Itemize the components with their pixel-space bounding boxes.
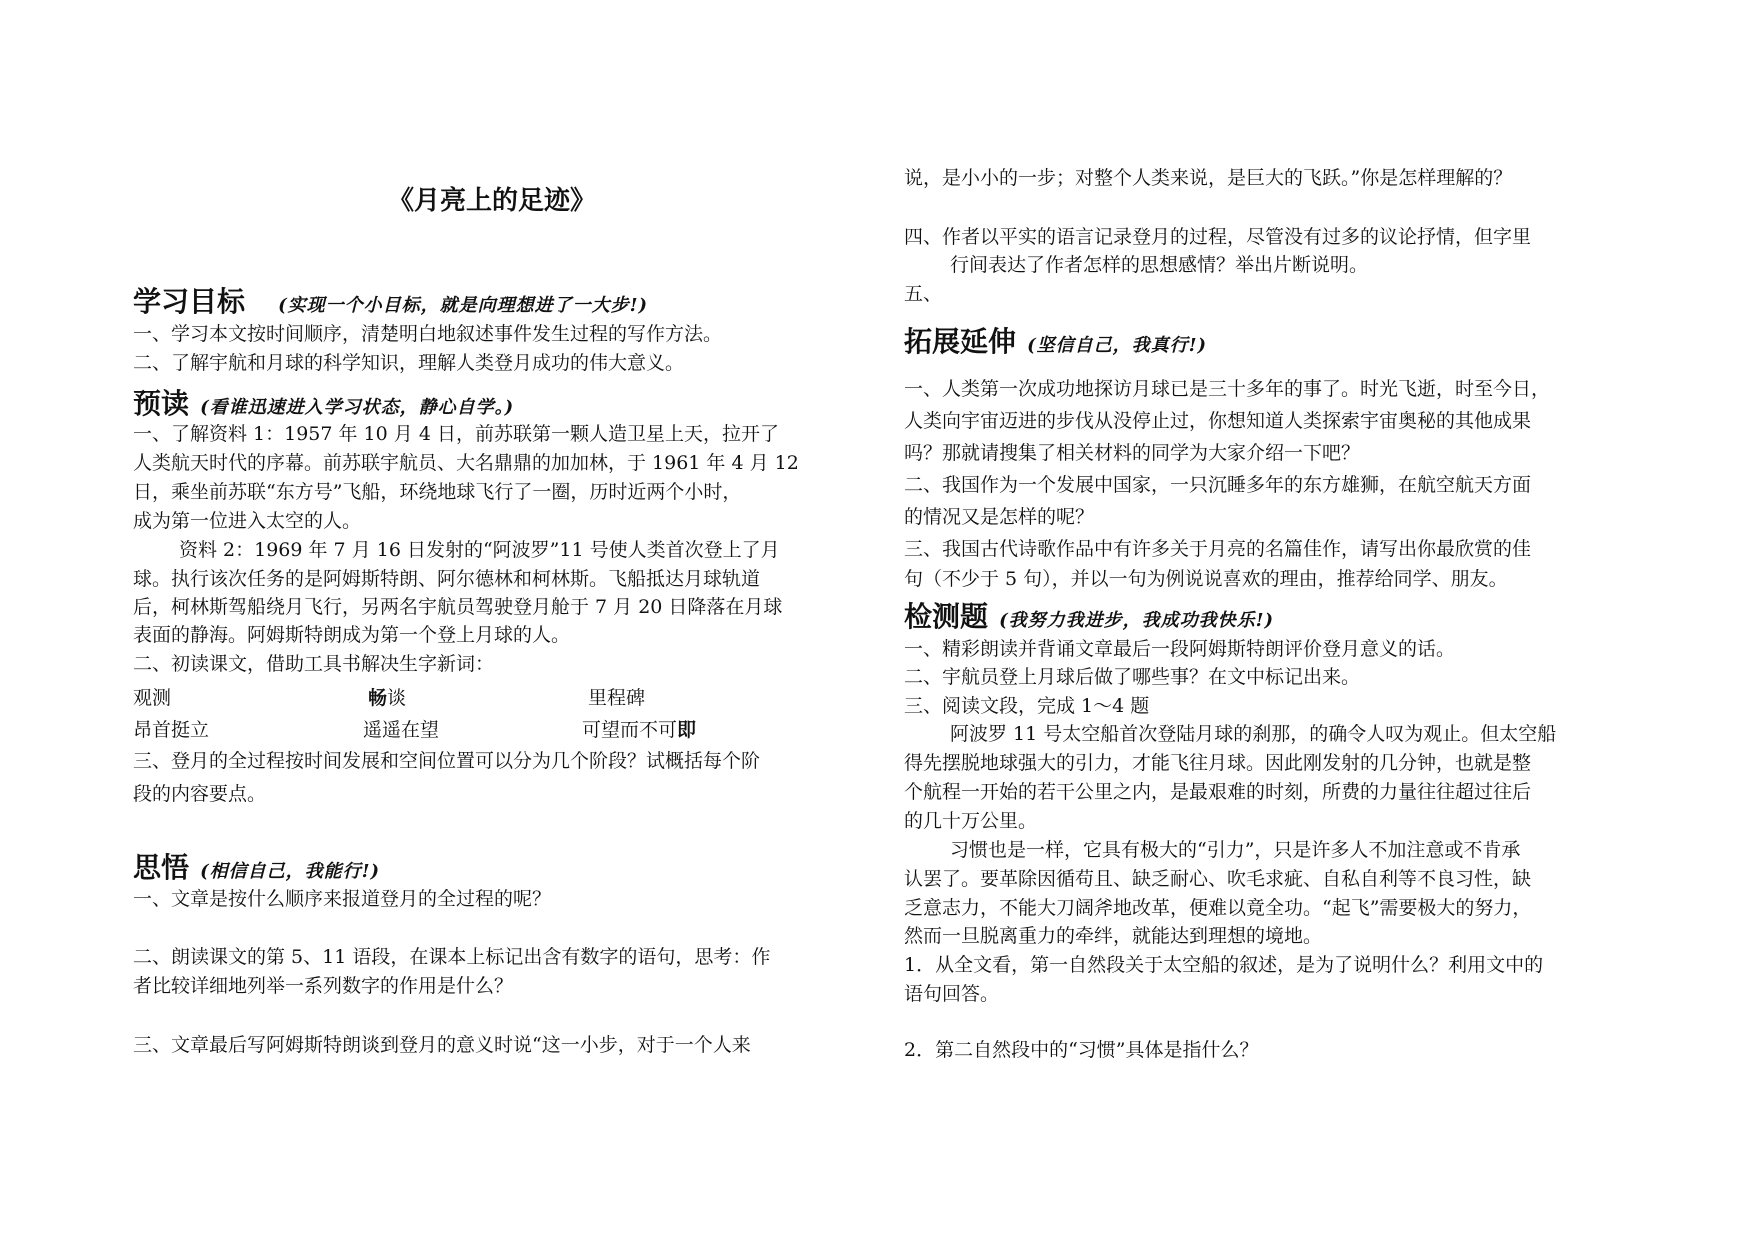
think-q2: 者比较详细地列举一系列数字的作用是什么？	[133, 975, 514, 997]
test-item: 一、精彩朗读并背诵文章最后一段阿姆斯特朗评价登月意义的话。	[904, 638, 1456, 660]
section-goals-heading	[133, 280, 648, 320]
document-title: 《月亮上的足迹》	[388, 186, 597, 216]
extend-note: (坚信自己，我真行!)	[1027, 335, 1208, 356]
sub-question-2: 2．第二自然段中的“习惯”具体是指什么？	[904, 1039, 1259, 1061]
material2-line: 表面的静海。阿姆斯特朗成为第一个登上月球的人。	[133, 624, 571, 646]
passage2-line: 习惯也是一样，它具有极大的“引力”，只是许多人不加注意或不肯承	[950, 839, 1521, 861]
passage2-line: 然而一旦脱离重力的牵绊，就能达到理想的境地。	[904, 925, 1323, 947]
think-q4: 行间表达了作者怎样的思想感情？举出片断说明。	[950, 254, 1369, 276]
material2-line: 球。执行该次任务的是阿姆斯特朗、阿尔德林和柯林斯。飞船抵达月球轨道	[133, 568, 761, 590]
goal-item: 一、学习本文按时间顺序，清楚明白地叙述事件发生过程的写作方法。	[133, 323, 723, 345]
material2-line: 资料 2：1969 年 7 月 16 日发射的“阿波罗”11 号使人类首次登上了月	[179, 539, 780, 561]
extend-line: 的情况又是怎样的呢？	[904, 506, 1095, 528]
vocab-word: 观测	[133, 687, 172, 709]
vocab-rest: 谈	[387, 687, 407, 709]
think-q3: 三、文章最后写阿姆斯特朗谈到登月的意义时说“这一小步，对于一个人来	[133, 1034, 751, 1056]
think-q3-continued: 说，是小小的一步；对整个人类来说，是巨大的飞跃。”你是怎样理解的？	[904, 167, 1513, 189]
passage2-line: 认罢了。要革除因循苟且、缺乏耐心、吹毛求疵、自私自利等不良习性，缺	[904, 868, 1532, 890]
material1-line: 成为第一位进入太空的人。	[133, 510, 362, 532]
preread-heading: 预读	[133, 387, 190, 420]
extend-line: 人类向宇宙迈进的步伐从没停止过，你想知道人类探索宇宙奥秘的其他成果	[904, 410, 1532, 432]
vocab-word: 昂首挺立	[133, 719, 210, 741]
extend-line: 二、我国作为一个发展中国家，一只沉睡多年的东方雄狮，在航空航天方面	[904, 474, 1532, 496]
vocab-word: 里程碑	[588, 687, 646, 709]
sub-question-1: 1．从全文看，第一自然段关于太空船的叙述，是为了说明什么？利用文中的	[904, 954, 1544, 976]
extend-line: 吗？那就请搜集了相关材料的同学为大家介绍一下吧？	[904, 442, 1361, 464]
preread-task3: 三、登月的全过程按时间发展和空间位置可以分为几个阶段？试概括每个阶	[133, 750, 761, 772]
extend-line: 句（不少于 5 句），并以一句为例说说喜欢的理由，推荐给同学、朋友。	[904, 568, 1508, 590]
passage1-line: 个航程一开始的若干公里之内，是最艰难的时刻，所费的力量往往超过往后	[904, 781, 1532, 803]
goals-heading: 学习目标	[133, 285, 246, 318]
preread-task2: 二、初读课文，借助工具书解决生字新词：	[133, 653, 495, 675]
extend-heading: 拓展延伸	[904, 325, 1017, 358]
goal-item: 二、了解宇航和月球的科学知识，理解人类登月成功的伟大意义。	[133, 352, 685, 374]
vocab-word	[582, 715, 696, 742]
think-q5: 五、	[904, 283, 943, 305]
section-preread-heading	[133, 382, 514, 422]
goals-note: (实现一个小目标，就是向理想进了一大步!)	[278, 295, 649, 316]
extend-line: 一、人类第一次成功地探访月球已是三十多年的事了。时光飞逝，时至今日，	[904, 378, 1551, 400]
material1-line: 一、了解资料 1：1957 年 10 月 4 日，前苏联第一颗人造卫星上天，拉开了	[133, 423, 779, 445]
test-note: (我努力我进步，我成功我快乐!)	[999, 610, 1275, 631]
sub-question-1: 语句回答。	[904, 983, 1000, 1005]
material2-line: 后，柯林斯驾船绕月飞行，另两名宇航员驾驶登月舱于 7 月 20 日降落在月球	[133, 596, 783, 618]
think-note: (相信自己，我能行!)	[200, 861, 381, 882]
vocab-bold-char: 畅	[368, 687, 388, 709]
vocab-bold-char: 即	[677, 719, 697, 741]
material1-line: 人类航天时代的序幕。前苏联宇航员、大名鼎鼎的加加林，于 1961 年 4 月 12	[133, 452, 799, 474]
passage1-line: 阿波罗 11 号太空船首次登陆月球的刹那，的确令人叹为观止。但太空船	[950, 723, 1557, 745]
vocab-word: 遥遥在望	[363, 719, 440, 741]
preread-task3: 段的内容要点。	[133, 783, 267, 805]
think-q2: 二、朗读课文的第 5、11 语段，在课本上标记出含有数字的语句，思考：作	[133, 946, 771, 968]
passage1-line: 得先摆脱地球强大的引力，才能飞往月球。因此刚发射的几分钟，也就是整	[904, 752, 1532, 774]
material1-line: 日，乘坐前苏联“东方号”飞船，环绕地球飞行了一圈，历时近两个小时，	[133, 481, 742, 503]
think-q1: 一、文章是按什么顺序来报道登月的全过程的呢？	[133, 888, 552, 910]
vocab-rest: 可望而不可	[582, 719, 678, 741]
vocab-word	[368, 683, 406, 710]
test-heading: 检测题	[904, 600, 989, 633]
test-item: 二、宇航员登上月球后做了哪些事？在文中标记出来。	[904, 666, 1361, 688]
preread-note: (看谁迅速进入学习状态，静心自学。)	[200, 397, 515, 418]
think-heading: 思悟	[133, 851, 190, 884]
passage2-line: 乏意志力，不能大刀阔斧地改革，便难以竟全功。“起飞”需要极大的努力，	[904, 897, 1532, 919]
passage1-line: 的几十万公里。	[904, 810, 1038, 832]
section-extend-heading	[904, 320, 1207, 360]
section-test-heading	[904, 595, 1274, 635]
test-item: 三、阅读文段，完成 1～4 题	[904, 695, 1150, 717]
think-q4: 四、作者以平实的语言记录登月的过程，尽管没有过多的议论抒情，但字里	[904, 226, 1532, 248]
section-think-heading	[133, 846, 380, 886]
extend-line: 三、我国古代诗歌作品中有许多关于月亮的名篇佳作，请写出你最欣赏的佳	[904, 538, 1532, 560]
